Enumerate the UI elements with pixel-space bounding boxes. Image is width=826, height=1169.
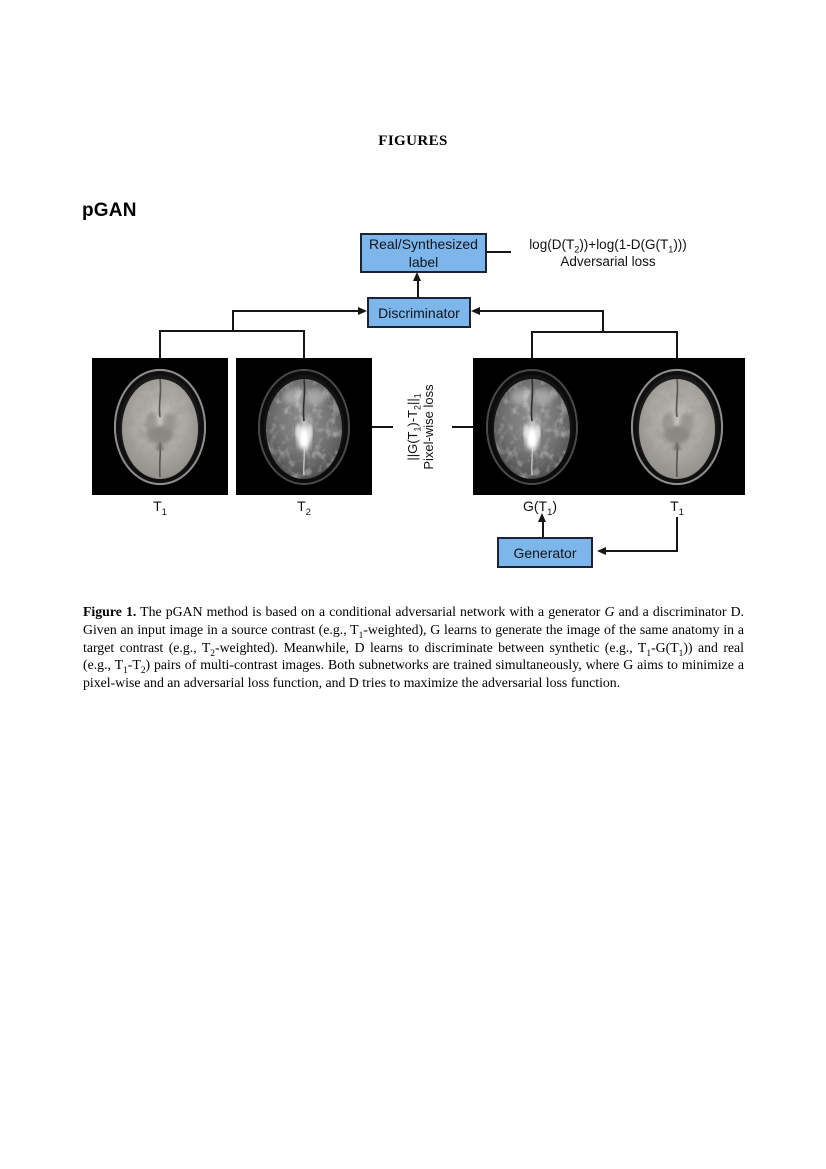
panel-label-t1-source: $T_1$	[153, 498, 167, 518]
real-synthesized-line2: label	[408, 254, 439, 270]
arrowhead-into-disc-left	[358, 307, 367, 315]
adversarial-loss-text	[512, 236, 704, 270]
panel-label-gt1-synthesized: $G(T_1)$	[522, 498, 558, 518]
arrowhead-into-gen	[597, 547, 606, 555]
discriminator-label: Discriminator	[378, 304, 460, 321]
brain-mri-t1-input	[631, 369, 723, 485]
pixelwise-loss-rotated	[405, 384, 437, 469]
connector-right-feed-h	[480, 310, 604, 312]
brain-mri-t2-target	[258, 369, 350, 485]
bracket-stub-t1-input	[676, 331, 678, 358]
real-synthesized-line1: Real/Synthesized	[369, 236, 478, 252]
connector-disc-to-label	[417, 280, 419, 297]
connector-right-feed-v	[602, 310, 604, 332]
bracket-stub-t1-source	[159, 330, 161, 359]
connector-gen-to-gt1	[542, 521, 544, 537]
pixelwise-loss-formula: $||G(T_1)-T_2||_1$	[405, 393, 423, 461]
real-synthesized-label-box	[360, 233, 487, 273]
arrowhead-up-label	[413, 272, 421, 281]
connector-left-feed-v	[232, 310, 234, 331]
brain-mri-t1-source	[114, 369, 206, 485]
panel-label-t1-input: $T_1$	[670, 498, 684, 518]
figures-heading: FIGURES	[378, 133, 448, 149]
connector-pixelwise-left-stub	[372, 426, 393, 428]
pixelwise-loss-caption: Pixel-wise loss	[421, 384, 436, 470]
bracket-left-pair	[160, 330, 305, 332]
connector-t1-to-gen-v	[676, 517, 678, 552]
bracket-stub-t2-target	[303, 330, 305, 359]
bracket-right-pair	[531, 331, 678, 333]
connector-t1-to-gen-h	[605, 550, 678, 552]
connector-pixelwise-right-stub	[452, 426, 473, 428]
generator-label: Generator	[513, 544, 577, 561]
discriminator-box	[367, 297, 471, 328]
adversarial-loss-caption: Adversarial loss	[560, 254, 656, 269]
figure-1-caption: Figure 1. The pGAN method is based on a conditional adversarial network with a generator G and a discriminator D. Given an input image in a source contrast (e.g., $T_1-weighted$), G learns to generate the image of the same anatomy in a target contrast (e.g., $T_2-weighted$). Meanwhile, D learns to discriminate between synthetic (e.g., $T_1-G(T_1)$) and real (e.g., $T_1-T_2$) pairs of multi-contrast images. Both subnetworks are trained simultaneously, where G aims to minimize a pixel-wise and an adversarial loss function, and D tries to maximize the adversarial loss function.	[83, 604, 744, 691]
pgan-label: pGAN	[82, 200, 137, 221]
generator-box	[497, 537, 593, 568]
arrowhead-up-gt1	[538, 513, 546, 522]
connector-left-feed-h	[232, 310, 358, 312]
adversarial-loss-formula: $\log(D(T_2))+\log(1-D(G(T_1)))$	[529, 237, 687, 255]
connector-adversarial-stub	[487, 251, 511, 253]
panel-label-t2-target: $T_2$	[297, 498, 311, 518]
brain-mri-gt1-synthesized	[486, 369, 578, 485]
bracket-stub-gt1	[531, 331, 533, 358]
arrowhead-into-disc-right	[471, 307, 480, 315]
